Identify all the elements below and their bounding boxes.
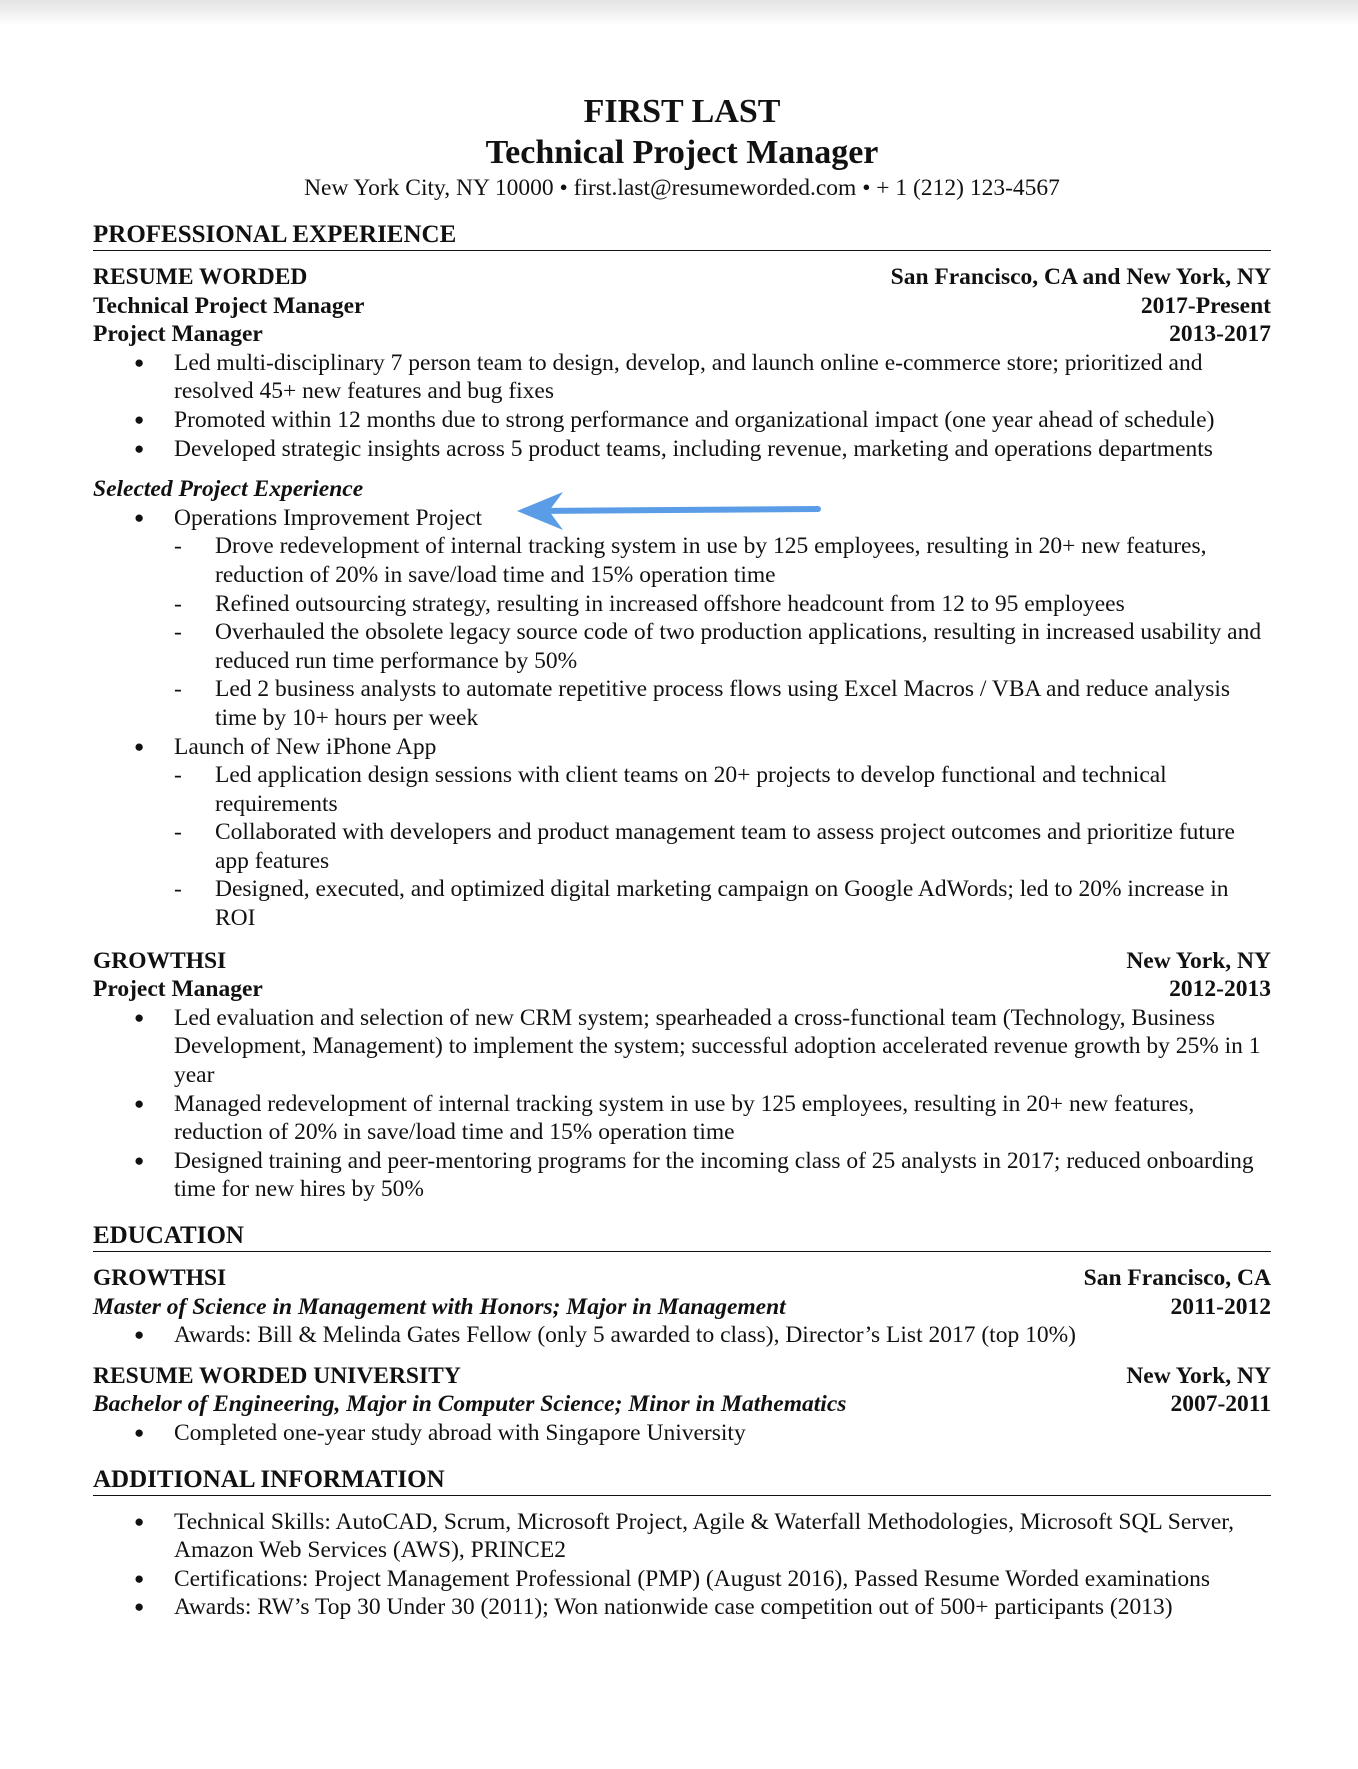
contact-line: New York City, NY 10000 • first.last@resumeworded.com • + 1 (212) 123-4567 bbox=[304, 175, 1060, 201]
degree-name: Master of Science in Management with Honors; Major in Management bbox=[93, 1293, 786, 1320]
bullet-item: ● Designed training and peer-mentoring programs for the incoming class of 25 analysts in 2017; reduced onboarding time for new hires by 50% bbox=[93, 1147, 1271, 1204]
school-name: GROWTHSI bbox=[93, 1265, 227, 1291]
company-location: New York, NY bbox=[1126, 947, 1271, 974]
candidate-title: Technical Project Manager bbox=[485, 134, 879, 171]
bullet-item: ● Certifications: Project Management Professional (PMP) (August 2016), Passed Resume Worded examinations bbox=[93, 1565, 1271, 1594]
section-additional-heading: ADDITIONAL INFORMATION bbox=[93, 1465, 1271, 1496]
bullet-item: ● Technical Skills: AutoCAD, Scrum, Microsoft Project, Agile & Waterfall Methodologies, Microsoft SQL Server, Amazon Web Services (AWS), PRINCE2 bbox=[93, 1508, 1271, 1565]
role-dates: 2017-Present bbox=[1140, 292, 1271, 319]
candidate-name: FIRST LAST bbox=[583, 93, 781, 130]
role-title: Project Manager bbox=[93, 976, 263, 1003]
detail-item: - Led application design sessions with client teams on 20+ projects to develop functional and technical requirements bbox=[174, 761, 1271, 818]
school-bullets bbox=[93, 1321, 1271, 1350]
school-name: RESUME WORDED UNIVERSITY bbox=[93, 1362, 461, 1389]
resume-page bbox=[93, 92, 1271, 1622]
bullet-item: ● Awards: Bill & Melinda Gates Fellow (only 5 awarded to class), Director’s List 2017 (top 10%) bbox=[93, 1321, 1271, 1350]
annotation-arrow-icon bbox=[515, 488, 825, 538]
degree-name: Bachelor of Engineering, Major in Computer Science; Minor in Mathematics bbox=[93, 1391, 847, 1418]
project-item bbox=[93, 733, 1271, 933]
role-title: Project Manager bbox=[93, 321, 263, 348]
section-education-heading: EDUCATION bbox=[93, 1221, 1271, 1252]
section-experience-heading: PROFESSIONAL EXPERIENCE bbox=[93, 220, 1271, 251]
role-title: Technical Project Manager bbox=[93, 292, 365, 319]
degree-dates: 2007-2011 bbox=[1170, 1391, 1271, 1418]
degree-dates: 2011-2012 bbox=[1170, 1293, 1271, 1320]
school-location: New York, NY bbox=[1126, 1362, 1271, 1389]
detail-item: - Designed, executed, and optimized digital marketing campaign on Google AdWords; led to 20% increase in ROI bbox=[174, 875, 1271, 932]
detail-item: - Drove redevelopment of internal tracking system in use by 125 employees, resulting in 20+ new features, reduction of 20% in save/load time and 15% operation time bbox=[174, 532, 1271, 589]
selected-project-heading: Selected Project Experience bbox=[93, 476, 364, 503]
detail-item: - Led 2 business analysts to automate repetitive process flows using Excel Macros / VBA and reduce analysis time by 10+ hours per week bbox=[174, 675, 1271, 732]
school-bullets bbox=[93, 1419, 1271, 1448]
bullet-item: ● Led multi-disciplinary 7 person team to design, develop, and launch online e-commerce store; prioritized and resolved 45+ new features and bug fixes bbox=[93, 349, 1271, 406]
project-name: Launch of New iPhone App bbox=[174, 733, 437, 760]
bullet-item: ● Led evaluation and selection of new CRM system; spearheaded a cross-functional team (Technology, Business Development, Management) to implement the system; successful adoption accelerated revenue growth by 25% in 1 year bbox=[93, 1004, 1271, 1090]
job-bullets bbox=[93, 349, 1271, 463]
project-list bbox=[93, 504, 1271, 933]
bullet-item: ● Promoted within 12 months due to strong performance and organizational impact (one year ahead of schedule) bbox=[93, 406, 1271, 435]
company-name: RESUME WORDED bbox=[93, 264, 308, 290]
school-growthsi bbox=[93, 1264, 1271, 1350]
company-name: GROWTHSI bbox=[93, 947, 227, 974]
role-dates: 2013-2017 bbox=[1169, 321, 1271, 348]
detail-item: - Collaborated with developers and product management team to assess project outcomes and prioritize future app features bbox=[174, 818, 1271, 875]
additional-bullets bbox=[93, 1508, 1271, 1622]
bullet-item: ● Completed one-year study abroad with Singapore University bbox=[93, 1419, 1271, 1448]
school-resume-worded-university bbox=[93, 1362, 1271, 1448]
project-details bbox=[174, 761, 1271, 933]
detail-item: - Refined outsourcing strategy, resulting in increased offshore headcount from 12 to 95 employees bbox=[174, 590, 1271, 619]
project-item bbox=[93, 504, 1271, 733]
job-growthsi bbox=[93, 947, 1271, 1204]
bullet-item: ● Managed redevelopment of internal tracking system in use by 125 employees, resulting in 20+ new features, reduction of 20% in save/load time and 15% operation time bbox=[93, 1090, 1271, 1147]
job-resume-worded bbox=[93, 263, 1271, 933]
company-location: San Francisco, CA and New York, NY bbox=[890, 264, 1271, 290]
bullet-item: ● Developed strategic insights across 5 product teams, including revenue, marketing and operations departments bbox=[93, 435, 1271, 464]
arrow-shape bbox=[517, 492, 818, 530]
project-details bbox=[174, 532, 1271, 732]
detail-item: - Overhauled the obsolete legacy source code of two production applications, resulting in increased usability and reduced run time performance by 50% bbox=[174, 618, 1271, 675]
project-name: Operations Improvement Project bbox=[174, 504, 483, 531]
bullet-item: ● Awards: RW’s Top 30 Under 30 (2011); Won nationwide case competition out of 500+ participants (2013) bbox=[93, 1593, 1271, 1622]
school-location: San Francisco, CA bbox=[1083, 1265, 1271, 1291]
top-shadow bbox=[0, 0, 1358, 26]
job-bullets bbox=[93, 1004, 1271, 1204]
role-dates: 2012-2013 bbox=[1169, 976, 1271, 1003]
